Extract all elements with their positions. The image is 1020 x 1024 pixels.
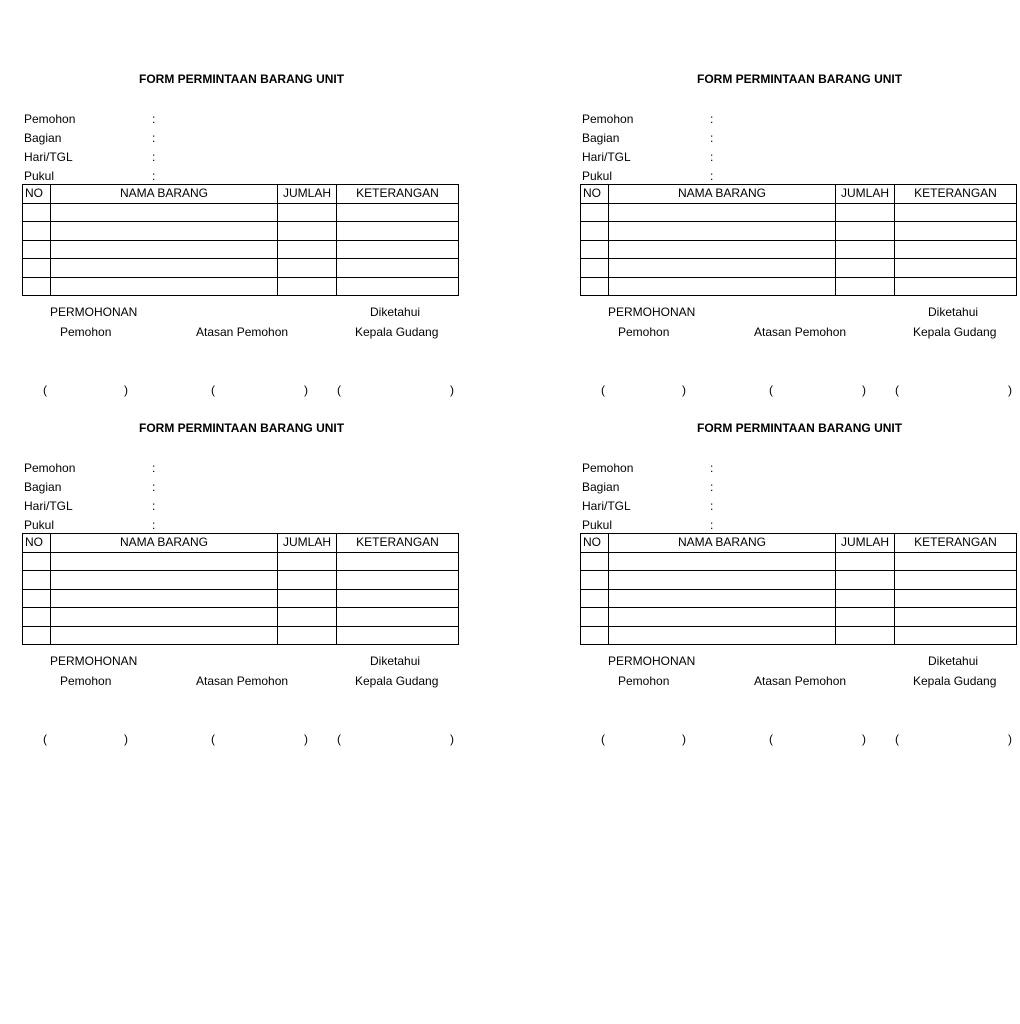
signature-paren-open: ( (337, 732, 341, 746)
table-cell[interactable] (23, 571, 51, 590)
table-cell[interactable] (278, 203, 337, 222)
table-cell[interactable] (278, 571, 337, 590)
table-row (581, 608, 1017, 627)
table-cell[interactable] (581, 626, 609, 645)
items-table (580, 184, 1017, 296)
table-row (23, 571, 459, 590)
field-label-pemohon: Pemohon (24, 112, 76, 126)
table-cell[interactable] (51, 571, 278, 590)
table-row (581, 240, 1017, 259)
table-cell[interactable] (836, 277, 895, 296)
table-cell[interactable] (836, 240, 895, 259)
field-colon: : (152, 518, 156, 532)
table-cell[interactable] (609, 203, 836, 222)
signature-paren-close: ) (1008, 732, 1012, 746)
items-table (22, 184, 459, 296)
table-cell[interactable] (51, 259, 278, 278)
table-cell[interactable] (23, 277, 51, 296)
table-header-row (23, 534, 459, 553)
table-cell[interactable] (609, 259, 836, 278)
table-row (23, 626, 459, 645)
field-colon: : (710, 131, 714, 145)
header-jumlah: JUMLAH (836, 534, 895, 553)
table-cell[interactable] (581, 240, 609, 259)
table-cell[interactable] (23, 589, 51, 608)
signature-paren-close: ) (304, 383, 308, 397)
signature-paren-open: ( (769, 383, 773, 397)
table-cell[interactable] (278, 552, 337, 571)
table-row (581, 259, 1017, 278)
signature-paren-open: ( (43, 383, 47, 397)
diketahui-label: Diketahui (370, 305, 421, 319)
field-colon: : (710, 169, 714, 183)
field-colon: : (152, 169, 156, 183)
table-cell[interactable] (609, 240, 836, 259)
table-cell[interactable] (609, 626, 836, 645)
table-row (23, 552, 459, 571)
field-colon: : (710, 480, 714, 494)
field-label-hari-tgl: Hari/TGL (24, 499, 73, 513)
table-cell[interactable] (278, 277, 337, 296)
field-colon: : (152, 112, 156, 126)
signature-paren-open: ( (211, 383, 215, 397)
table-cell[interactable] (278, 626, 337, 645)
signature-paren-open: ( (211, 732, 215, 746)
table-cell[interactable] (337, 608, 459, 627)
table-row (23, 589, 459, 608)
signature-paren-open: ( (601, 383, 605, 397)
table-header-row (581, 534, 1017, 553)
header-jumlah: JUMLAH (836, 185, 895, 204)
table-cell[interactable] (895, 259, 1017, 278)
table-cell[interactable] (836, 626, 895, 645)
table-cell[interactable] (836, 589, 895, 608)
field-label-bagian: Bagian (24, 480, 62, 494)
table-row (23, 608, 459, 627)
signature-paren-close: ) (124, 383, 128, 397)
table-cell[interactable] (337, 626, 459, 645)
permohonan-label: PERMOHONAN (608, 654, 696, 668)
table-cell[interactable] (581, 203, 609, 222)
signature-paren-open: ( (337, 383, 341, 397)
table-cell[interactable] (337, 203, 459, 222)
atasan-pemohon-label: Atasan Pemohon (754, 674, 847, 688)
table-cell[interactable] (23, 626, 51, 645)
atasan-pemohon-label: Atasan Pemohon (754, 325, 847, 339)
field-label-pukul: Pukul (24, 169, 55, 183)
diketahui-label: Diketahui (928, 305, 979, 319)
signature-paren-close: ) (450, 383, 454, 397)
form-title: FORM PERMINTAAN BARANG UNIT (139, 72, 345, 86)
signature-paren-open: ( (601, 732, 605, 746)
table-row (23, 240, 459, 259)
header-keterangan: KETERANGAN (895, 534, 1017, 553)
signature-paren-open: ( (769, 732, 773, 746)
table-cell[interactable] (51, 626, 278, 645)
diketahui-label: Diketahui (928, 654, 979, 668)
field-label-pukul: Pukul (24, 518, 55, 532)
table-row (581, 571, 1017, 590)
header-keterangan: KETERANGAN (337, 185, 459, 204)
table-cell[interactable] (51, 608, 278, 627)
table-cell[interactable] (836, 222, 895, 241)
field-label-pukul: Pukul (582, 518, 613, 532)
table-row (23, 259, 459, 278)
header-nama-barang: NAMA BARANG (51, 185, 278, 204)
table-cell[interactable] (609, 571, 836, 590)
field-label-pemohon: Pemohon (582, 112, 634, 126)
field-colon: : (152, 480, 156, 494)
items-table (22, 533, 459, 645)
table-cell[interactable] (278, 222, 337, 241)
table-cell[interactable] (337, 259, 459, 278)
atasan-pemohon-label: Atasan Pemohon (196, 325, 289, 339)
table-cell[interactable] (581, 608, 609, 627)
table-cell[interactable] (51, 552, 278, 571)
table-cell[interactable] (581, 222, 609, 241)
signature-paren-close: ) (450, 732, 454, 746)
form-title: FORM PERMINTAAN BARANG UNIT (697, 72, 903, 86)
header-nama-barang: NAMA BARANG (609, 534, 836, 553)
table-row (581, 277, 1017, 296)
field-colon: : (152, 461, 156, 475)
signature-paren-open: ( (43, 732, 47, 746)
kepala-gudang-label: Kepala Gudang (355, 674, 439, 688)
table-cell[interactable] (895, 608, 1017, 627)
pemohon-signature-label: Pemohon (618, 674, 670, 688)
table-cell[interactable] (836, 571, 895, 590)
pemohon-signature-label: Pemohon (60, 325, 112, 339)
table-cell[interactable] (836, 608, 895, 627)
field-label-bagian: Bagian (582, 480, 620, 494)
table-cell[interactable] (23, 203, 51, 222)
signature-paren-open: ( (895, 732, 899, 746)
header-nama-barang: NAMA BARANG (609, 185, 836, 204)
field-label-bagian: Bagian (582, 131, 620, 145)
table-cell[interactable] (895, 222, 1017, 241)
table-cell[interactable] (836, 203, 895, 222)
field-colon: : (710, 518, 714, 532)
table-cell[interactable] (895, 626, 1017, 645)
field-colon: : (710, 499, 714, 513)
table-cell[interactable] (609, 552, 836, 571)
table-cell[interactable] (51, 203, 278, 222)
table-cell[interactable] (581, 259, 609, 278)
table-row (581, 589, 1017, 608)
field-colon: : (152, 150, 156, 164)
field-colon: : (152, 131, 156, 145)
table-cell[interactable] (581, 589, 609, 608)
signature-paren-close: ) (862, 383, 866, 397)
table-cell[interactable] (895, 571, 1017, 590)
header-keterangan: KETERANGAN (895, 185, 1017, 204)
field-label-pemohon: Pemohon (24, 461, 76, 475)
table-cell[interactable] (51, 589, 278, 608)
table-cell[interactable] (895, 277, 1017, 296)
field-colon: : (710, 461, 714, 475)
field-label-hari-tgl: Hari/TGL (582, 150, 631, 164)
items-table (580, 533, 1017, 645)
table-row (581, 626, 1017, 645)
table-cell[interactable] (836, 259, 895, 278)
table-cell[interactable] (337, 277, 459, 296)
field-colon: : (710, 150, 714, 164)
table-cell[interactable] (278, 259, 337, 278)
pemohon-signature-label: Pemohon (60, 674, 112, 688)
table-cell[interactable] (51, 240, 278, 259)
request-form (580, 72, 1020, 406)
kepala-gudang-label: Kepala Gudang (355, 325, 439, 339)
signature-paren-open: ( (895, 383, 899, 397)
atasan-pemohon-label: Atasan Pemohon (196, 674, 289, 688)
table-cell[interactable] (51, 222, 278, 241)
field-label-pemohon: Pemohon (582, 461, 634, 475)
table-row (23, 203, 459, 222)
table-cell[interactable] (581, 277, 609, 296)
table-cell[interactable] (895, 240, 1017, 259)
table-row (581, 222, 1017, 241)
field-label-hari-tgl: Hari/TGL (582, 499, 631, 513)
header-no: NO (23, 185, 51, 204)
kepala-gudang-label: Kepala Gudang (913, 325, 997, 339)
permohonan-label: PERMOHONAN (50, 305, 138, 319)
header-keterangan: KETERANGAN (337, 534, 459, 553)
table-cell[interactable] (895, 203, 1017, 222)
form-title: FORM PERMINTAAN BARANG UNIT (139, 421, 345, 435)
table-row (581, 203, 1017, 222)
table-cell[interactable] (581, 552, 609, 571)
kepala-gudang-label: Kepala Gudang (913, 674, 997, 688)
table-cell[interactable] (581, 571, 609, 590)
table-cell[interactable] (337, 571, 459, 590)
table-cell[interactable] (836, 552, 895, 571)
header-no: NO (581, 185, 609, 204)
signature-paren-close: ) (682, 383, 686, 397)
form-title: FORM PERMINTAAN BARANG UNIT (697, 421, 903, 435)
header-no: NO (23, 534, 51, 553)
signature-paren-close: ) (304, 732, 308, 746)
table-cell[interactable] (895, 552, 1017, 571)
table-cell[interactable] (337, 589, 459, 608)
signature-paren-close: ) (862, 732, 866, 746)
permohonan-label: PERMOHONAN (608, 305, 696, 319)
table-cell[interactable] (23, 259, 51, 278)
table-row (23, 222, 459, 241)
field-label-bagian: Bagian (24, 131, 62, 145)
field-label-hari-tgl: Hari/TGL (24, 150, 73, 164)
table-header-row (23, 185, 459, 204)
header-nama-barang: NAMA BARANG (51, 534, 278, 553)
table-cell[interactable] (278, 589, 337, 608)
request-form (580, 421, 1020, 755)
field-colon: : (152, 499, 156, 513)
table-row (581, 552, 1017, 571)
table-row (23, 277, 459, 296)
field-colon: : (710, 112, 714, 126)
table-cell[interactable] (609, 608, 836, 627)
header-jumlah: JUMLAH (278, 185, 337, 204)
field-label-pukul: Pukul (582, 169, 613, 183)
table-cell[interactable] (895, 589, 1017, 608)
table-cell[interactable] (278, 608, 337, 627)
table-cell[interactable] (23, 608, 51, 627)
signature-paren-close: ) (682, 732, 686, 746)
table-cell[interactable] (337, 240, 459, 259)
table-cell[interactable] (23, 240, 51, 259)
pemohon-signature-label: Pemohon (618, 325, 670, 339)
signature-paren-close: ) (1008, 383, 1012, 397)
request-form (22, 72, 462, 406)
permohonan-label: PERMOHONAN (50, 654, 138, 668)
table-cell[interactable] (23, 222, 51, 241)
table-cell[interactable] (23, 552, 51, 571)
header-no: NO (581, 534, 609, 553)
table-cell[interactable] (337, 552, 459, 571)
diketahui-label: Diketahui (370, 654, 421, 668)
request-form (22, 421, 462, 755)
table-cell[interactable] (609, 277, 836, 296)
table-cell[interactable] (609, 222, 836, 241)
table-cell[interactable] (337, 222, 459, 241)
table-cell[interactable] (51, 277, 278, 296)
table-cell[interactable] (609, 589, 836, 608)
header-jumlah: JUMLAH (278, 534, 337, 553)
signature-paren-close: ) (124, 732, 128, 746)
table-header-row (581, 185, 1017, 204)
table-cell[interactable] (278, 240, 337, 259)
